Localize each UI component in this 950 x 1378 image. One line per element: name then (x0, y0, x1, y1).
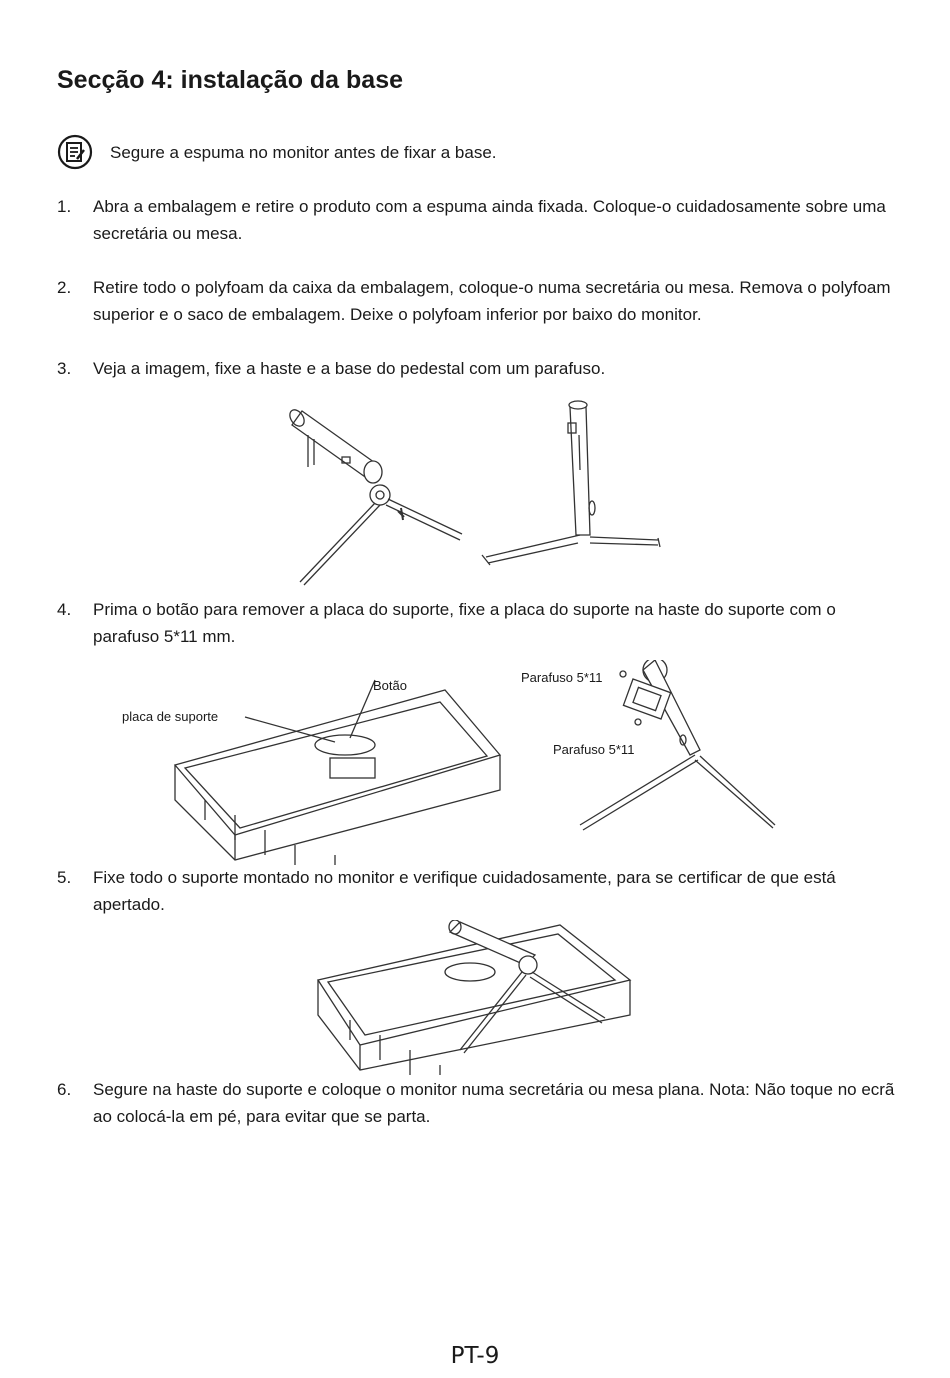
step-5 (57, 864, 897, 918)
bracket-plate-illustration (115, 660, 805, 865)
step-2 (57, 274, 897, 328)
label-screw-top: Parafuso 5*11 (521, 670, 603, 685)
label-bracket-plate: placa de suporte (122, 709, 219, 724)
note-text: Segure a espuma no monitor antes de fixar a base. (110, 143, 497, 162)
note-icon (57, 134, 93, 170)
step-6 (57, 1076, 897, 1130)
label-button: Botão (373, 678, 407, 693)
step-1 (57, 193, 897, 247)
step-text: Abra a embalagem e retire o produto com a espuma ainda fixada. Coloque-o cuidadosamente sobre uma secretária ou mesa. (93, 197, 886, 243)
step-number: 4. (57, 600, 72, 619)
step-number: 5. (57, 868, 72, 887)
step-number: 6. (57, 1080, 72, 1099)
step-text: Retire todo o polyfoam da caixa da embalagem, coloque-o numa secretária ou mesa. Remova o polyfoam superior e o saco de embalagem. Deixe o polyfoam inferior por baixo do monitor. (93, 278, 891, 324)
attach-stand-illustration (310, 920, 650, 1075)
step-text: Fixe todo o suporte montado no monitor e verifique cuidadosamente, para se certificar de que está apertado. (93, 868, 836, 914)
label-screw-bottom: Parafuso 5*11 (553, 742, 635, 757)
step-text: Segure na haste do suporte e coloque o monitor numa secretária ou mesa plana. Nota: Não toque no ecrã ao colocá-la em pé, para evitar que se parta. (93, 1080, 895, 1126)
section-title: Secção 4: instalação da base (57, 66, 404, 94)
step-number: 1. (57, 197, 72, 216)
stand-assembly-illustration (280, 395, 700, 590)
step-number: 3. (57, 359, 72, 378)
step-text: Veja a imagem, fixe a haste e a base do pedestal com um parafuso. (93, 359, 606, 378)
step-3 (57, 355, 897, 382)
step-text: Prima o botão para remover a placa do suporte, fixe a placa do suporte na haste do suporte com o parafuso 5*11 mm. (93, 600, 836, 646)
step-number: 2. (57, 278, 72, 297)
step-4 (57, 596, 897, 650)
page-number: PT-9 (450, 1343, 500, 1369)
